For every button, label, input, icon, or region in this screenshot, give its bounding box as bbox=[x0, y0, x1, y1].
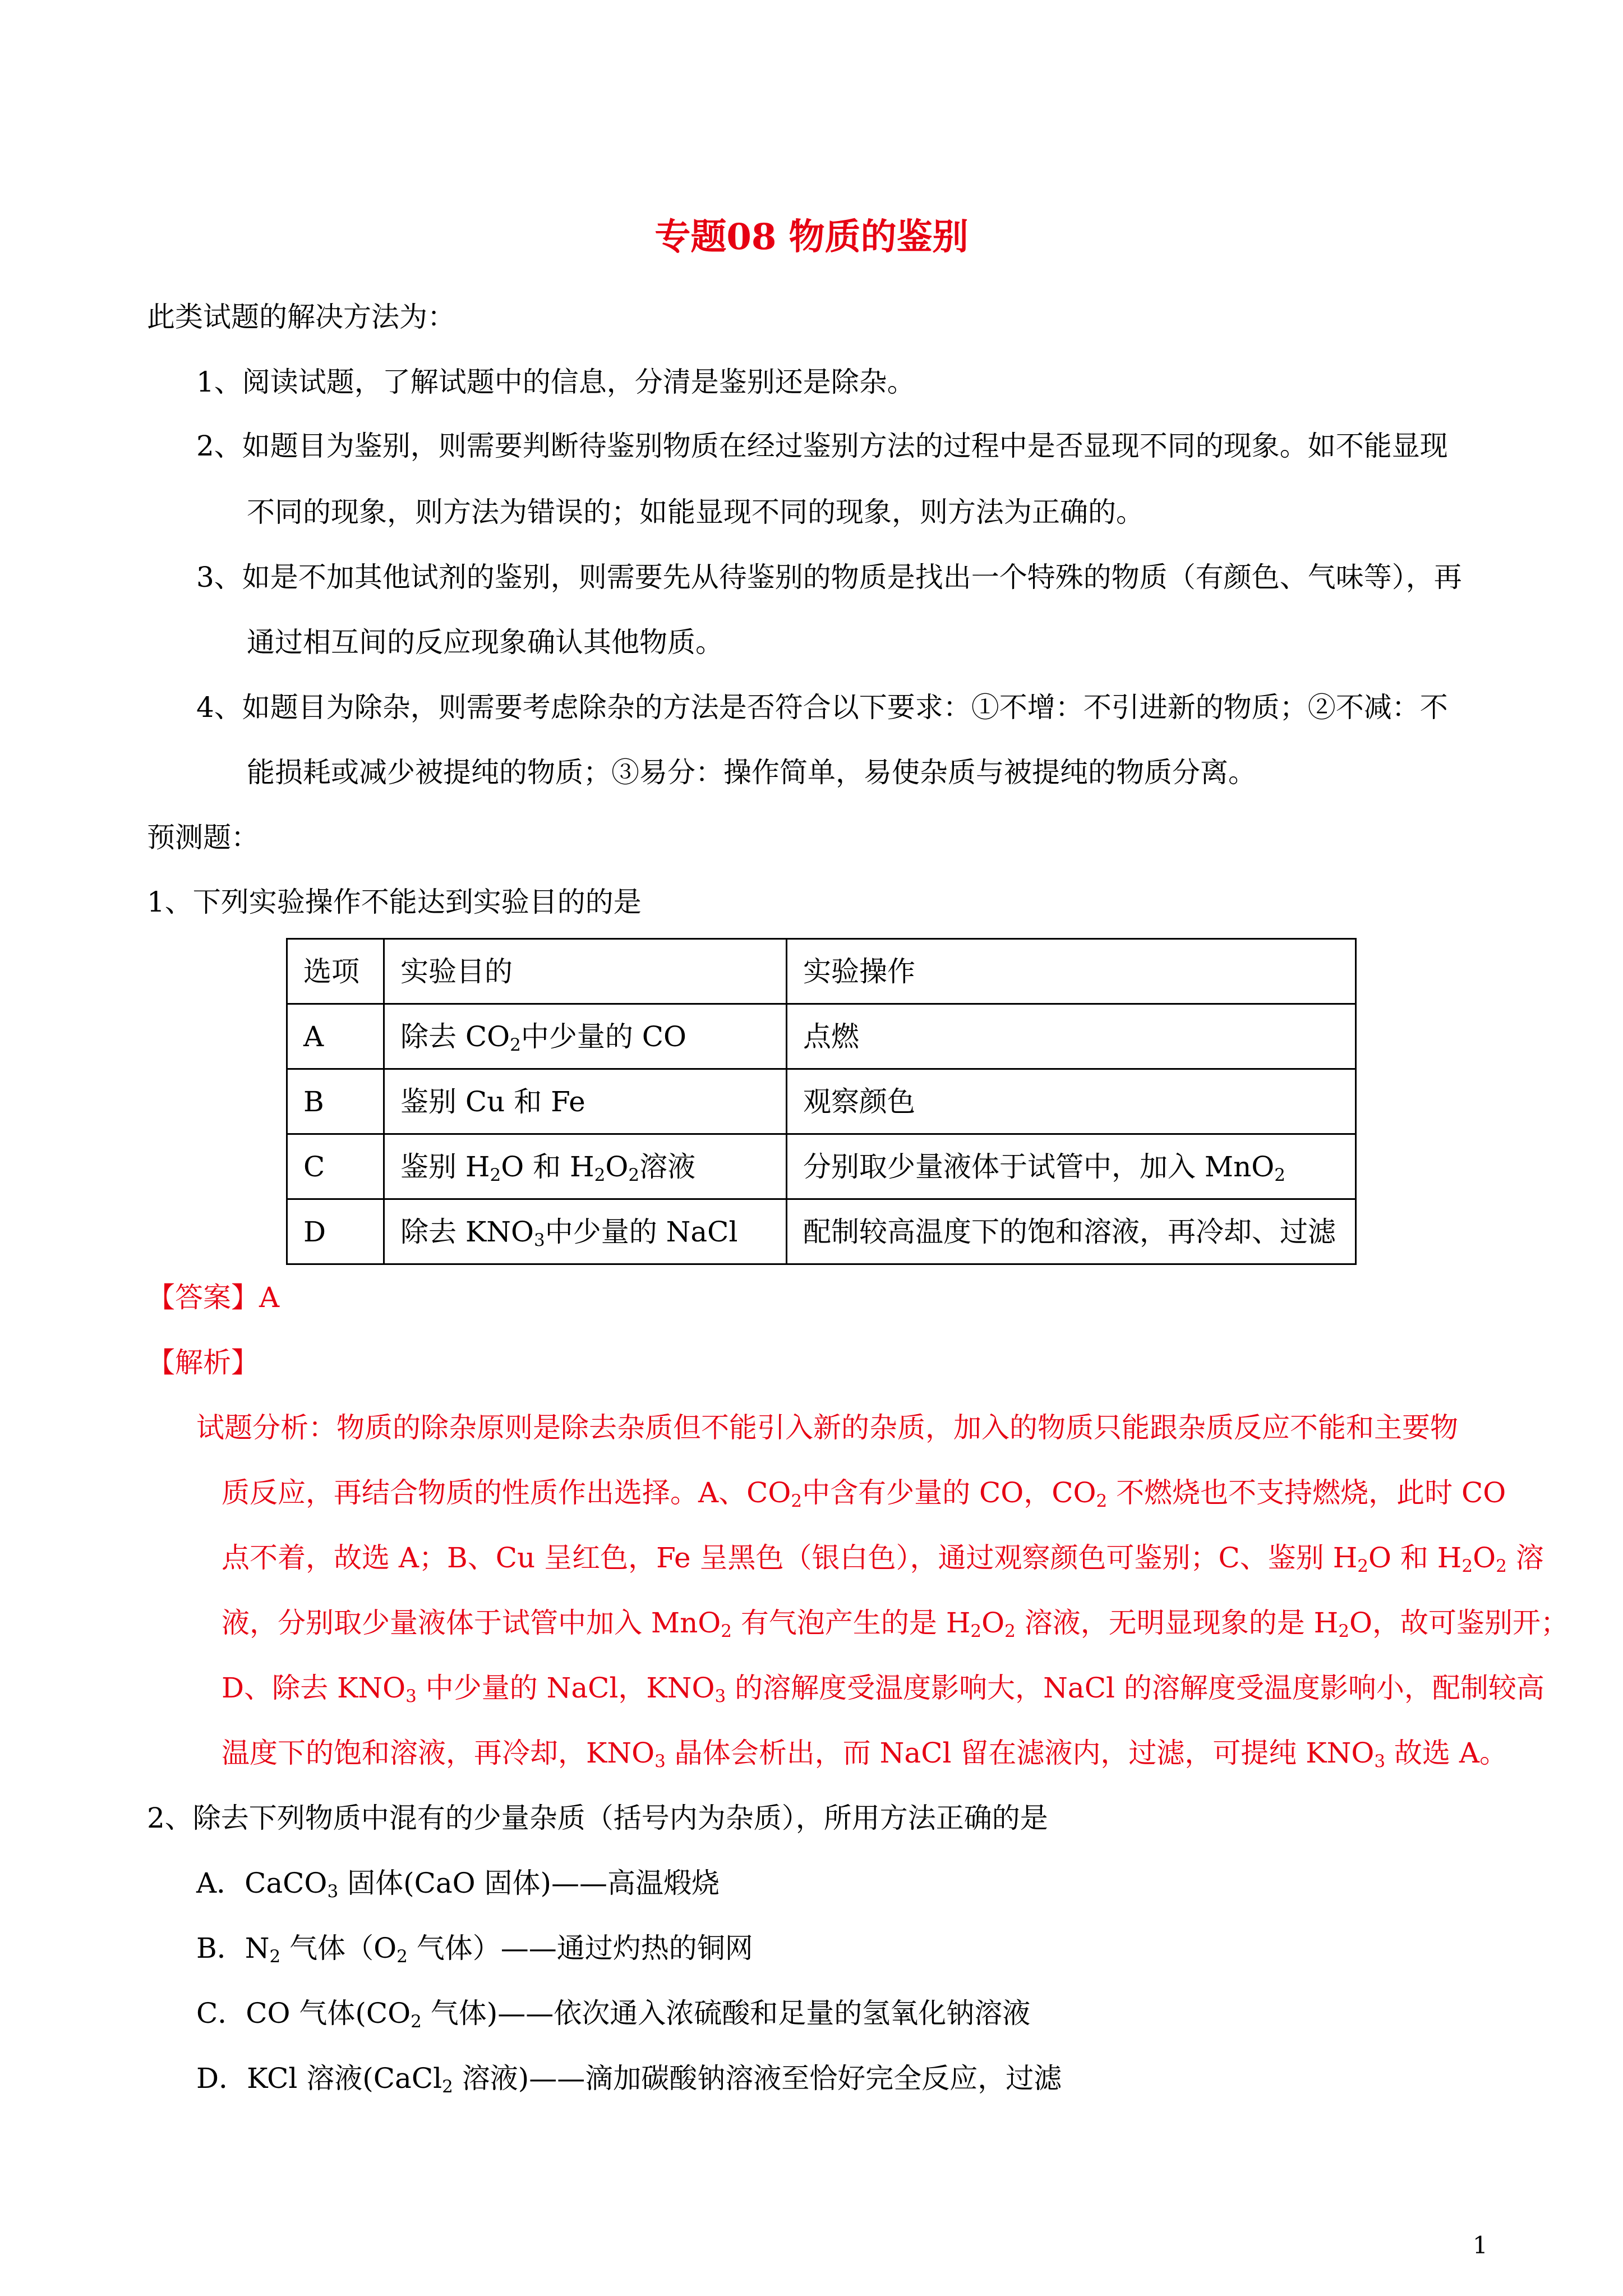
goal-cell: 鉴别 Cu 和 Fe bbox=[384, 1069, 787, 1134]
option-c: C．CO 气体($CO_2$ 气体)——依次通入浓硫酸和足量的氢氧化钠溶液 bbox=[196, 1997, 1031, 2032]
options-table bbox=[286, 938, 1357, 1265]
option-cell: A bbox=[287, 1004, 384, 1069]
operation-cell: 配制较高温度下的饱和溶液，再冷却、过滤 bbox=[787, 1199, 1356, 1264]
table-header-row bbox=[287, 939, 1356, 1004]
table-header-cell: 实验操作 bbox=[787, 939, 1356, 1004]
method-2: 2、如题目为鉴别，则需要判断待鉴别物质在经过鉴别方法的过程中是否显现不同的现象。如不能显现 bbox=[196, 430, 1448, 462]
goal-cell: 除去 $KNO_3$中少量的 NaCl bbox=[384, 1199, 787, 1264]
page-title: 专题08 物质的鉴别 bbox=[654, 216, 969, 258]
intro-text: 此类试题的解决方法为： bbox=[147, 301, 455, 333]
question-1-stem: 1、下列实验操作不能达到实验目的的是 bbox=[147, 886, 642, 918]
method-3: 3、如是不加其他试剂的鉴别，则需要先从待鉴别的物质是找出一个特殊的物质（有颜色、气味等），再 bbox=[196, 561, 1462, 593]
option-d: D．KCl 溶液(CaCl$_2$ 溶液)——滴加碳酸钠溶液至恰好完全反应，过滤 bbox=[196, 2062, 1062, 2097]
table-header-cell: 实验目的 bbox=[384, 939, 787, 1004]
analysis-line-5: D、除去 $KNO_3$ 中少量的 NaCl，$KNO_3$ 的溶解度受温度影响大，NaCl 的溶解度受温度影响小，配制较高 bbox=[222, 1672, 1544, 1706]
page-number: 1 bbox=[1473, 2231, 1488, 2259]
option-b: B．$N_2$ 气体（$O_2$ 气体）——通过灼热的铜网 bbox=[196, 1932, 753, 1967]
question-2-stem: 2、除去下列物质中混有的少量杂质（括号内为杂质），所用方法正确的是 bbox=[147, 1802, 1048, 1834]
option-cell: B bbox=[287, 1069, 384, 1134]
goal-cell: 鉴别 $H_2O$ 和 $H_2O_2$溶液 bbox=[384, 1134, 787, 1199]
method-3-cont: 通过相互间的反应现象确认其他物质。 bbox=[247, 626, 723, 659]
analysis-line-4: 液，分别取少量液体于试管中加入 MnO$_2$ 有气泡产生的是 $H_2O_2$ 溶液，无明显现象的是 $H_2O$，故可鉴别开； bbox=[222, 1607, 1569, 1641]
table-header-cell: 选项 bbox=[287, 939, 384, 1004]
analysis-line-1: 试题分析：物质的除杂原则是除去杂质但不能引入新的杂质，加入的物质只能跟杂质反应不能和主要物 bbox=[196, 1411, 1458, 1444]
method-4: 4、如题目为除杂，则需要考虑除杂的方法是否符合以下要求：①不增：不引进新的物质；②不减：不 bbox=[196, 691, 1448, 724]
goal-cell: 除去 $CO_2$中少量的 CO bbox=[384, 1004, 787, 1069]
method-1: 1、阅读试题，了解试题中的信息，分清是鉴别还是除杂。 bbox=[196, 366, 915, 398]
answer-label: 【答案】 bbox=[147, 1281, 259, 1314]
option-cell: D bbox=[287, 1199, 384, 1264]
option-cell: C bbox=[287, 1134, 384, 1199]
analysis-line-2: 质反应，再结合物质的性质作出选择。A、$CO_2$中含有少量的 CO，$CO_2$ 不燃烧也不支持燃烧，此时 CO bbox=[222, 1476, 1506, 1511]
method-2-cont: 不同的现象，则方法为错误的；如能显现不同的现象，则方法为正确的。 bbox=[247, 496, 1144, 528]
operation-cell: 点燃 bbox=[787, 1004, 1356, 1069]
operation-cell: 分别取少量液体于试管中，加入 MnO$_2$ bbox=[787, 1134, 1356, 1199]
table-row bbox=[287, 1199, 1356, 1264]
answer-value: A bbox=[259, 1281, 280, 1314]
table-row bbox=[287, 1134, 1356, 1199]
analysis-line-6: 温度下的饱和溶液，再冷却，$KNO_3$ 晶体会析出，而 NaCl 留在滤液内，过滤，可提纯 $KNO_3$ 故选 A。 bbox=[222, 1737, 1507, 1772]
analysis-label: 【解析】 bbox=[147, 1346, 259, 1379]
table-row bbox=[287, 1004, 1356, 1069]
operation-cell: 观察颜色 bbox=[787, 1069, 1356, 1134]
option-a: A．CaCO$_3$ 固体(CaO 固体)——高温煅烧 bbox=[196, 1867, 720, 1902]
method-4-cont: 能损耗或减少被提纯的物质；③易分：操作简单，易使杂质与被提纯的物质分离。 bbox=[247, 756, 1256, 789]
analysis-line-3: 点不着，故选 A；B、Cu 呈红色，Fe 呈黑色（银白色），通过观察颜色可鉴别；C、鉴别 $H_2O$ 和 $H_2O_2$ 溶 bbox=[222, 1542, 1544, 1576]
predict-label: 预测题： bbox=[147, 821, 259, 854]
answer-line bbox=[147, 1278, 279, 1317]
table-row bbox=[287, 1069, 1356, 1134]
